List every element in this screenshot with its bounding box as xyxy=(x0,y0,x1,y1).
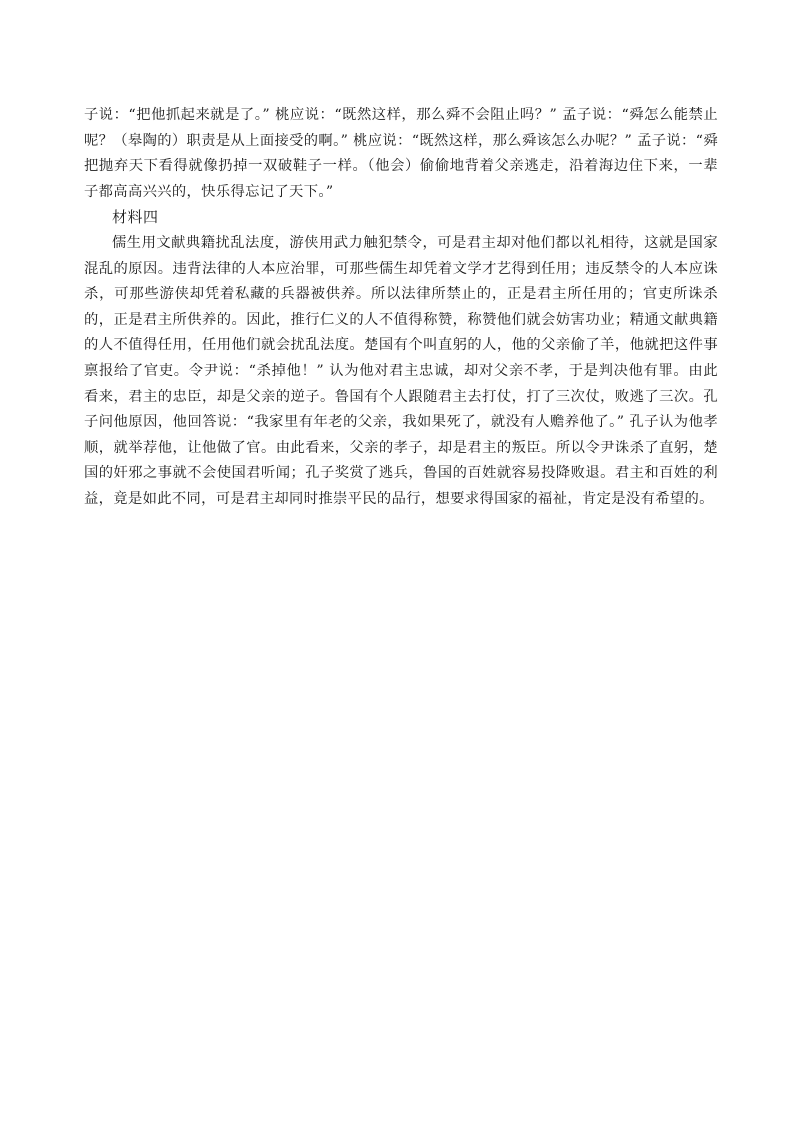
continuation-paragraph: 子说：“把他抓起来就是了。” 桃应说：“既然这样，那么舜不会阻止吗？” 孟子说：“舜怎么能禁止呢？（皋陶的）职责是从上面接受的啊。” 桃应说：“既然这样，那么舜该怎么办呢？” 孟子说：“舜把抛弃天下看得就像扔掉一双破鞋子一样。（他会）偷偷地背着父亲逃走，沿着海边住下来，一辈子都高高兴兴的，快乐得忘记了天下。” xyxy=(84,107,718,200)
material-four-paragraph: 儒生用文献典籍扰乱法度，游侠用武力触犯禁令，可是君主却对他们都以礼相待，这就是国家混乱的原因。违背法律的人本应治罪，可那些儒生却凭着文学才艺得到任用；违反禁令的人本应诛杀，可那些游侠却凭着私藏的兵器被供养。所以法律所禁止的，正是君主所任用的；官吏所诛杀的，正是君主所供养的。因此，推行仁义的人不值得称赞，称赞他们就会妨害功业；精通文献典籍的人不值得任用，任用他们就会扰乱法度。楚国有个叫直躬的人，他的父亲偷了羊，他就把这件事禀报给了官吏。令尹说：“杀掉他！” 认为他对君主忠诚，却对父亲不孝，于是判决他有罪。由此看来，君主的忠臣，却是父亲的逆子。鲁国有个人跟随君主去打仗，打了三次仗，败逃了三次。孔子问他原因，他回答说：“我家里有年老的父亲，我如果死了，就没有人赡养他了。” 孔子认为他孝顺，就举荐他，让他做了官。由此看来，父亲的孝子，却是君主的叛臣。所以令尹诛杀了直躬，楚国的奸邪之事就不会使国君听闻；孔子奖赏了逃兵，鲁国的百姓就容易投降败退。君主和百姓的利益，竟是如此不同，可是君主却同时推崇平民的品行，想要求得国家的福祉，肯定是没有希望的。 xyxy=(84,234,718,507)
document-page xyxy=(84,103,718,513)
section-heading-material-four: 材料四 xyxy=(112,208,159,227)
